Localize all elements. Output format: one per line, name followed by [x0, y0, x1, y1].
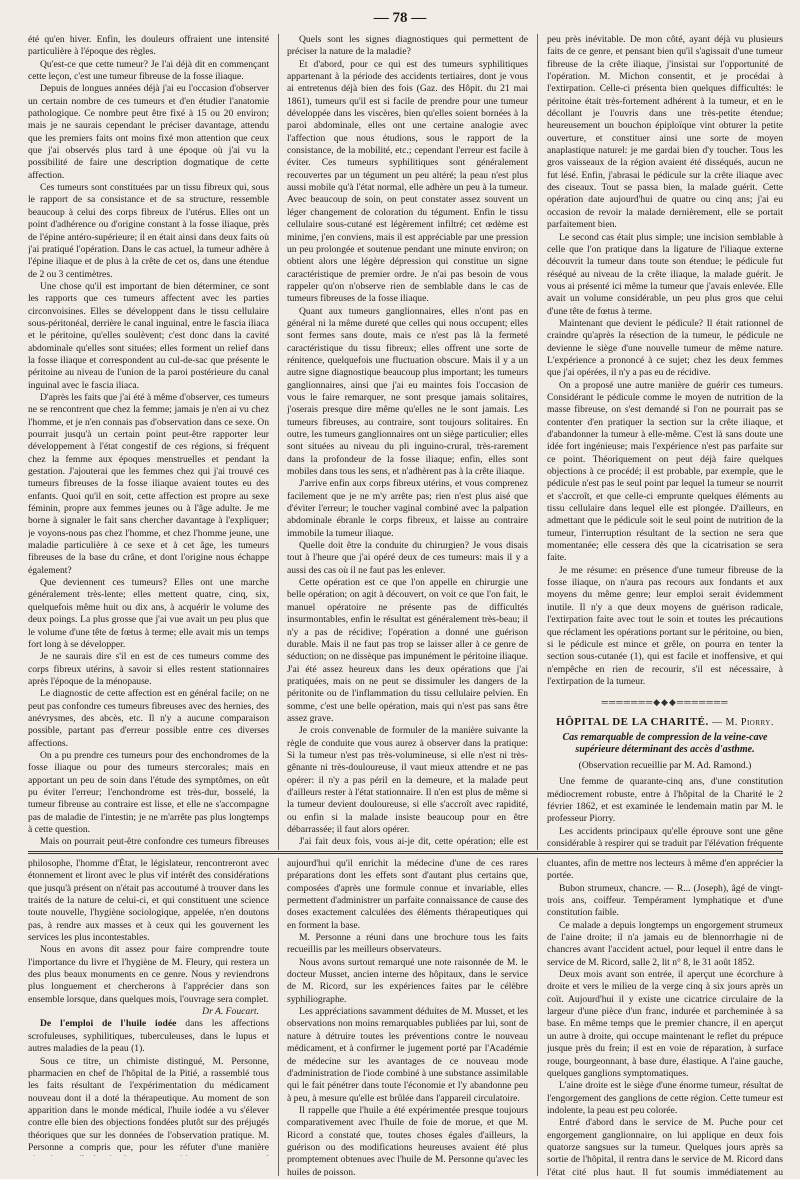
paragraph: philosophe, l'homme d'État, le législateur, rencontreront avec étonnement et liront avec le plus vif intérêt des considérations que jusqu'à présent on n'était pas accoutumé à trouver dans les traités de la nature de celui-ci, et qui constituent une science toute nouvelle, l'hygiène sociologique, appelée, n'en doutons pas, à rendre aux masses et à ceux qui les gouvernent les services les plus incontestables. — [28, 858, 269, 944]
paragraph: Je ne saurais dire s'il en est de ces tumeurs comme des corps fibreux utérins, à savoir si elles restent stationnaires après l'époque de la ménopause. — [28, 651, 269, 687]
paragraph: Qu'est-ce que cette tumeur? Je l'ai déjà dit en commençant cette leçon, c'est une tumeur fibreuse de la fosse iliaque. — [28, 58, 269, 83]
column-divider — [537, 858, 538, 1176]
article-title: De l'emploi de l'huile iodée — [40, 1018, 177, 1030]
section-rule — [28, 851, 783, 852]
paragraph: aujourd'hui qu'il enrichit la médecine d'une de ces rares préparations dont les effets sont d'autant plus certains que, composées d'après une formule connue et invariable, elles permettent d'administrer un parfaite connaissance de cause des doses exactement calculées des éléments thérapeutiques qui en forment la base. — [287, 858, 528, 931]
section-ornament: ═══════◆◆◆═══════ — [601, 697, 729, 708]
paragraph: Quant aux tumeurs ganglionnaires, elles n'ont pas en général ni la même dureté que celles qui nous occupent; elles sont fermes sans doute, mais ce n'est pas là la fermeté caractéristique du tissu fibreux; elles offrent une sorte de rénitence, quelquefois une fluctuation obscure. Mais il y a un autre signe diagnostique beaucoup plus important; les tumeurs ganglionnaires, ainsi que j'ai eu maintes fois l'occasion de vous le faire remarquer, ne sont presque jamais solitaires, j'oserais presque dire même qu'elles ne le sont jamais. Les tumeurs fibreuses, au contraire, sont toujours solitaires. En outre, les tumeurs ganglionnaires ont un siège particulier; elles sont situées au niveau du pli inguino-crural, très-rarement dans la profondeur de la fosse iliaque; enfin, elles sont mobiles dans tous les sens, et n'adhèrent pas à la crête iliaque. — [287, 305, 528, 478]
paragraph: Nous en avons dit assez pour faire comprendre toute l'importance du livre et l'hygiène de M. Fleury, qui restera un des plus beaux monuments en ce genre. Nous y reviendrons plus longuement et chercherons à l'apprécier dans son ensemble lorsque, dans quelques mois, l'ouvrage sera complet. — [28, 944, 269, 1005]
paragraph: Entré d'abord dans le service de M. Puche pour cet engorgement ganglionnaire, on lui applique en deux fois quatorze sangsues sur la tumeur. Quelques jours après sa sortie de l'hôpital, il rentra dans le service de M. Ricord dans l'état cité plus haut. Il fut soumis immédiatement au — [547, 1117, 783, 1176]
paragraph: Une chose qu'il est important de bien déterminer, ce sont les rapports que ces tumeurs affectent avec les parties circonvoisines. Elles se développent dans le tissu cellulaire sous-péritonéal, derrière le canal inguinal, entre le fascia iliaca et le péritoine, qu'elles soulèvent; c'est donc dans la cavité abdominale qu'elles sont situées; elles forment un relief dans la fosse iliaque et correspondent au cul-de-sac que présente le péritoine au niveau de l'union de la paroi postérieure du canal inguinal avec le fascia iliaca. — [28, 280, 269, 391]
paragraph: Je crois convenable de formuler de la manière suivante la règle de conduite que vous aurez à observer dans la pratique: Si la tumeur n'est pas très-volumineuse, si elle n'est ni très-gênante ni très-douloureuse, il vaut mieux attendre et ne pas opérer: il n'y a pas péril en la demeure, et la malade peut d'ailleurs rester à l'état stationnaire. Il n'en est plus de même si la tumeur devient douloureuse, si elle s'accroît avec rapidité, ou enfin si la malade insiste beaucoup pour en être débarrassée; il faut alors opérer. — [287, 725, 528, 835]
paragraph: Deux mois avant son entrée, il aperçut une écorchure à droite et vers le milieu de la verge cinq à six jours après un coït. Aujourd'hui il y existe une cicatrice circulaire de la largeur d'une pièce d'un franc, indurée et parcheminée à sa base. En même temps que le premier chancre, il en aperçut un autre à droite, qui occupe maintenant le reflet du prépuce jusque près du frein; il est en voie de réparation, à surface rouge, bourgeonnant, à base dure, élastique. A l'aine gauche, quelques ganglions symptomatiques. — [547, 969, 783, 1079]
paragraph: J'ai fait deux fois, vous ai-je dit, cette opération; elle est — [299, 836, 528, 848]
observation-credit: (Observation recueillie par M. Ad. Ramond.) — [578, 759, 752, 771]
paragraph: On a pu prendre ces tumeurs pour des enchondromes de la fosse iliaque ou pour des tumeurs stercorales; mais en apportant un peu de soin dans l'étude des symptômes, on eût pu éviter l'erreur; l'enchondrome est très-dur, bosselé, la tumeur fibreuse au contraire est lisse, et elle ne s'accompagne pas de maladie de l'intestin; je ne m'arrête pas plus longtemps à cette question. — [28, 749, 269, 835]
paragraph: Depuis de longues années déjà j'ai eu l'occasion d'observer un certain nombre de ces tumeurs et d'en étudier l'anatomie pathologique. Ce nombre peut être fixé à 15 ou 20 environ; mais je ne saurais cependant le préciser davantage, attendu que les premiers faits ont moins fixé mon attention que ceux que j'ai observés plus tard à une époque où j'ai vu la possibilité de faire une description dogmatique de cette affection. — [28, 83, 269, 181]
paragraph: Une femme de quarante-cinq ans, d'une constitution médiocrement robuste, entre à l'hôpital de la Charité le 2 février 1862, et est examinée le lendemain matin par M. le professeur Piorry. — [547, 776, 783, 825]
paragraph: Cette opération est ce que l'on appelle en chirurgie une belle opération; on agit à découvert, on voit ce que l'on fait, le manuel opératoire ne présente pas de difficultés insurmontables, enfin le résultat est généralement très-beau; il n'y a pas de récidive; l'opération a donné une guérison durable. Mais il ne faut pas trop se laisser aller à ce genre de séduction; on ne dissèque pas impunément le péritoine iliaque. J'ai été assez heureux dans les deux opérations que j'ai pratiquées, mais on ne peut se dissimuler les dangers de la péritonite ou de l'inflammation du tissu cellulaire pelvien. En somme, c'est une belle opération, mais qui n'est pas sans être assez grave. — [287, 577, 528, 724]
paragraph: Il rappelle que l'huile a été expérimentée presque toujours comparativement avec l'huile de foie de morue, et que M. Ricord a constaté que, toutes choses égales d'ailleurs, la guérison ou des modifications heureuses avaient été plus promptement obtenues avec l'huile de M. Personne qu'avec les huiles de poisson. — [287, 1104, 528, 1176]
paragraph: Que deviennent ces tumeurs? Elles ont une marche généralement très-lente; elles mettent quatre, cinq, six, quelquefois même huit ou dix ans, à acquérir le volume des deux poings. La plus grosse que j'ai vue avait un peu plus que le volume d'une tête de fœtus à terme; elle avait mis un temps fort long à se développer. — [28, 577, 269, 650]
feuilleton-column-3 — [547, 858, 783, 1176]
column-divider — [278, 34, 279, 850]
paragraph: Le second cas était plus simple; une incision semblable à celle que l'on pratique dans la ligature de l'iliaque externe découvrit la tumeur dans toute son étendue; le pédicule fut réséqué au niveau de la crête iliaque, la malade guérit. Je vous ai présenté ici même la tumeur que j'avais enlevée. Elle avait un volume considérable, un peu plus gros que celui d'une tête de fœtus à terme. — [547, 231, 783, 317]
paragraph: L'aine droite est le siège d'une énorme tumeur, résultat de l'engorgement des ganglions de cette région. Cette tumeur est indolente, la peau est peu colorée. — [547, 1080, 783, 1116]
paragraph: été qu'en hiver. Enfin, les douleurs offraient une intensité particulière à l'époque des règles. — [28, 34, 269, 58]
feuilleton-column-1 — [28, 858, 269, 1156]
article-intro: dans les affections scrofuleuses, syphilitiques, tuberculeuses, dans le lupus et autres maladies de la peau (1). — [28, 1018, 269, 1055]
paragraph: cluantes, afin de mettre nos lecteurs à même d'en apprécier la portée. — [547, 858, 783, 882]
column-divider — [278, 858, 279, 1176]
section-title — [547, 716, 783, 729]
paragraph: Ces tumeurs sont constituées par un tissu fibreux qui, sous le rapport de sa consistance et de sa structure, ressemble beaucoup à celui des corps fibreux de l'utérus. Elles ont un point d'adhérence ou d'origine constant à la fosse iliaque, près de l'épine antéro-supérieure; il en était ainsi dans deux faits où j'ai pratiqué l'opération. Dans le cas actuel, la tumeur adhère à l'épine iliaque et de plus à la crête de cet os, dans une étendue de 2 ou 3 centimètres. — [28, 182, 269, 280]
section-rule — [28, 853, 783, 854]
paragraph: Quels sont les signes diagnostiques qui permettent de préciser la nature de la maladie? — [287, 34, 528, 58]
paragraph: Quelle doit être la conduite du chirurgien? Je vous disais tout à l'heure que j'ai opéré deux de ces tumeurs: mais il y a aussi des cas où il ne faut pas les enlever. — [287, 540, 528, 576]
paragraph: Bubon strumeux, chancre. — R... (Joseph), âgé de vingt-trois ans, coiffeur. Tempérament lymphatique et d'une constitution faible. — [547, 882, 783, 919]
paragraph: Sous ce titre, un chimiste distingué, M. Personne, pharmacien en chef de l'hôpital de la Pitié, a rassemblé tous les faits résultant de l'expérimentation du médicament nouveau dont il a doté la thérapeutique. Au moment de son apparition dans le monde médical, l'huile iodée a vu s'élever contre elle bien des objections fondées plutôt sur des préjugés théoriques que sur les données de l'observation pratique. M. Personne a compris que, pour les réfuter d'une manière — [28, 1055, 269, 1153]
article-heading — [28, 1018, 269, 1055]
paragraph: peu près inévitable. De mon côté, ayant déjà vu plusieurs faits de ce genre, et pensant bien qu'il s'agissait d'une tumeur fibreuse de la crête iliaque, j'insistai sur l'opportunité de l'opération. M. Michon consentit, et je procédai à l'extirpation. Celle-ci présenta bien quelques difficultés: le péritoine était très-fortement adhérent à la tumeur, et en le décollant je l'ouvris dans une très-petite étendue; heureusement un bouchon épiploïque vint obturer la petite ouverture, et constituer ainsi une sorte de moyen anaplastique naturel: je me gardai bien d'y toucher. Tous les gros vaisseaux de la région avaient été disséqués, aucun ne fut lésé. Enfin, j'abrasai le pédicule sur la crête iliaque avec des ciseaux. Tout se passa bien, la malade guérit. Cette opération date aujourd'hui de quatre ou cinq ans; j'ai eu occasion de revoir la malade dernièrement, elle se portait parfaitement bien. — [547, 34, 783, 231]
paragraph: J'arrive enfin aux corps fibreux utérins, et vous comprenez facilement que je ne m'y arrête pas; rien n'est plus aisé que d'éviter l'erreur; le toucher vaginal combiné avec la palpation abdominale ébranle le corps fibreux, et laisse au contraire immobile la tumeur iliaque. — [287, 478, 528, 539]
paragraph: Et d'abord, pour ce qui est des tumeurs syphilitiques appartenant à la période des accidents tertiaires, dont je vous ai entretenus déjà bien des fois (Gaz. des Hôpit. du 21 mai 1861), tumeurs qu'il est si facile de prendre pour une tumeur développée dans les viscères, bien qu'elles soient bornées à la paroi abdominale, elles ont une certaine analogie avec l'affection que nous étudions, sous le rapport de la consistance, de la mobilité, etc.; cependant l'erreur est facile à éviter. Ces tumeurs syphilitiques sont généralement recouvertes par un tégument un peu altéré; la peau n'est plus aussi mobile qu'à l'état normal, elle adhère un peu à la tumeur. Avec beaucoup de soin, on peut constater assez souvent un léger changement de coloration du tégument. Enfin le tissu cellulaire sous-cutané est légèrement infiltré; cet œdème est minime, j'en conviens, mais il est appréciable par une pression un peu prolongée et soutenue pendant une minute environ; on obtient alors une légère dépression qui constitue un signe caractéristique de premier ordre. Je n'ai pas besoin de vous rappeler qu'on n'observe rien de semblable dans le cas de tumeurs fibreuses de la fosse iliaque. — [287, 58, 528, 305]
hospital-name: HÔPITAL DE LA CHARITÉ. — [556, 715, 709, 728]
paragraph: Mais on pourrait peut-être confondre ces tumeurs fibreuses — [40, 836, 269, 848]
paragraph: Je me résume: en présence d'une tumeur fibreuse de la fosse iliaque, on n'aura pas recours aux fondants et aux moyens du même genre; leur emploi serait évidemment inutile. Il n'y a que deux moyens de guérison radicale, l'extirpation faite avec tout le soin et toutes les précautions que réclament les opérations portant sur le péritoine, ou bien, si le pédicule est mince et grêle, on pourra en tenter la section sous-cutanée (1), qui est facile et inoffensive, et qui n'empêche en rien de recourir, s'il est nécessaire, à l'extirpation de la tumeur. — [547, 564, 783, 687]
column-1 — [28, 34, 269, 850]
signature: Dr A. Foucart. — [202, 1006, 259, 1018]
paragraph: Nous avons surtout remarqué une note raisonnée de M. le docteur Musset, ancien interne des hôpitaux, dans le service de M. Ricord, sur les expériences faites par le célèbre syphiliographe. — [287, 956, 528, 1005]
paragraph: Ce malade a depuis longtemps un engorgement strumeux de l'aine droite; il n'a jamais eu de blennorrhagie ni de chancres avant l'accident actuel, pour lequel il entre dans le service de M. Ricord, salle 2, lit n° 8, le 31 août 1852. — [547, 919, 783, 968]
column-divider — [537, 34, 538, 850]
column-3 — [547, 34, 783, 850]
column-2 — [287, 34, 528, 850]
paragraph: D'après les faits que j'ai été à même d'observer, ces tumeurs ne se rencontrent que chez la femme; jamais je n'en ai vu chez l'homme, et je n'en connais pas d'observation dans ce sexe. On pourrait jusqu'à un certain point peut-être rapporter leur développement à l'état congestif de ces régions, si fréquent chez la femme aux époques menstruelles et pendant la gestation. J'ajouterai que les femmes chez qui j'ai trouvé ces tumeurs fibreuses de la fosse iliaque avaient toutes eu des enfants. Quoi qu'il en soit, cette affection est propre au sexe féminin, propre aux femmes jeunes ou à l'âge adulte. Je me borne à signaler le fait sans chercher davantage à l'expliquer; je voyons-nous pas chez l'homme, et chez l'homme jeune, une maladie particulière à ce sexe et à cet âge, les tumeurs fibreuses de la base du crâne, et dont l'origine nous échappe également? — [28, 391, 269, 576]
paragraph: Les accidents principaux qu'elle éprouve sont une gêne considérable à respirer qui se traduit par l'élévation fréquente — [547, 825, 783, 849]
section-author: — M. Piorry. — [712, 716, 774, 728]
page-number: — 78 — — [373, 10, 427, 26]
paragraph: Le diagnostic de cette affection est en général facile; on ne peut pas confondre ces tumeurs fibreuses avec des hernies, des anévrysmes, des abcès, etc. Il n'y a aucune comparaison possible, partant pas d'erreur possible entre ces diverses affections. — [28, 688, 269, 749]
case-title: Cas remarquable de compression de la veine-cave supérieure déterminant des accès d'asthme. — [562, 731, 768, 755]
paragraph: Maintenant que devient le pédicule? Il était rationnel de craindre qu'après la résection de la tumeur, le pédicule ne devienne le siège d'une nouvelle tumeur de même nature. L'expérience a prononcé à ce sujet; chez les deux femmes que j'ai opérées, il n'y a pas eu de récidive. — [547, 317, 783, 379]
paragraph: On a proposé une autre manière de guérir ces tumeurs. Considérant le pédicule comme le moyen de nutrition de la masse fibreuse, on s'est demandé si l'on ne pourrait pas se contenter d'en pratiquer la section sur la crête iliaque, et d'abandonner la tumeur à elle-même. C'est là sans doute une idée fort ingénieuse; mais l'expérience n'est pas parfaite sur ce point. Théoriquement on peut déjà faire quelques objections à ce procédé; il est probable, par exemple, que le pédicule n'est pas le seul point par lequel la tumeur se nourrit et s'accroît, et que celle-ci emprunte quelques éléments au tissu cellulaire dans lequel elle est plongée. D'ailleurs, en admettant que le pédicule soit le seul point de nutrition de la tumeur, l'interruption résultant de la section ne sera que momentanée; elle cessera dès que la cicatrisation se sera faite. — [547, 379, 783, 564]
feuilleton-column-2 — [287, 858, 528, 1176]
paragraph: M. Personne a réuni dans une brochure tous les faits recueillis par les meilleurs observateurs. — [287, 932, 528, 956]
paragraph: Les appréciations savamment déduites de M. Musset, et les observations non moins remarquables publiées par lui, sont de nature à détruire toutes les préventions contre le nouveau médicament, et à confirmer le jugement porté par l'Académie de médecine sur les avantages de ce nouveau mode d'administration de l'iode combiné à une substance assimilable qui le fait pénétrer dans toute l'économie et l'y abandonne peu à peu, à mesure qu'elle est brûlée dans l'appareil circulatoire. — [287, 1006, 528, 1104]
